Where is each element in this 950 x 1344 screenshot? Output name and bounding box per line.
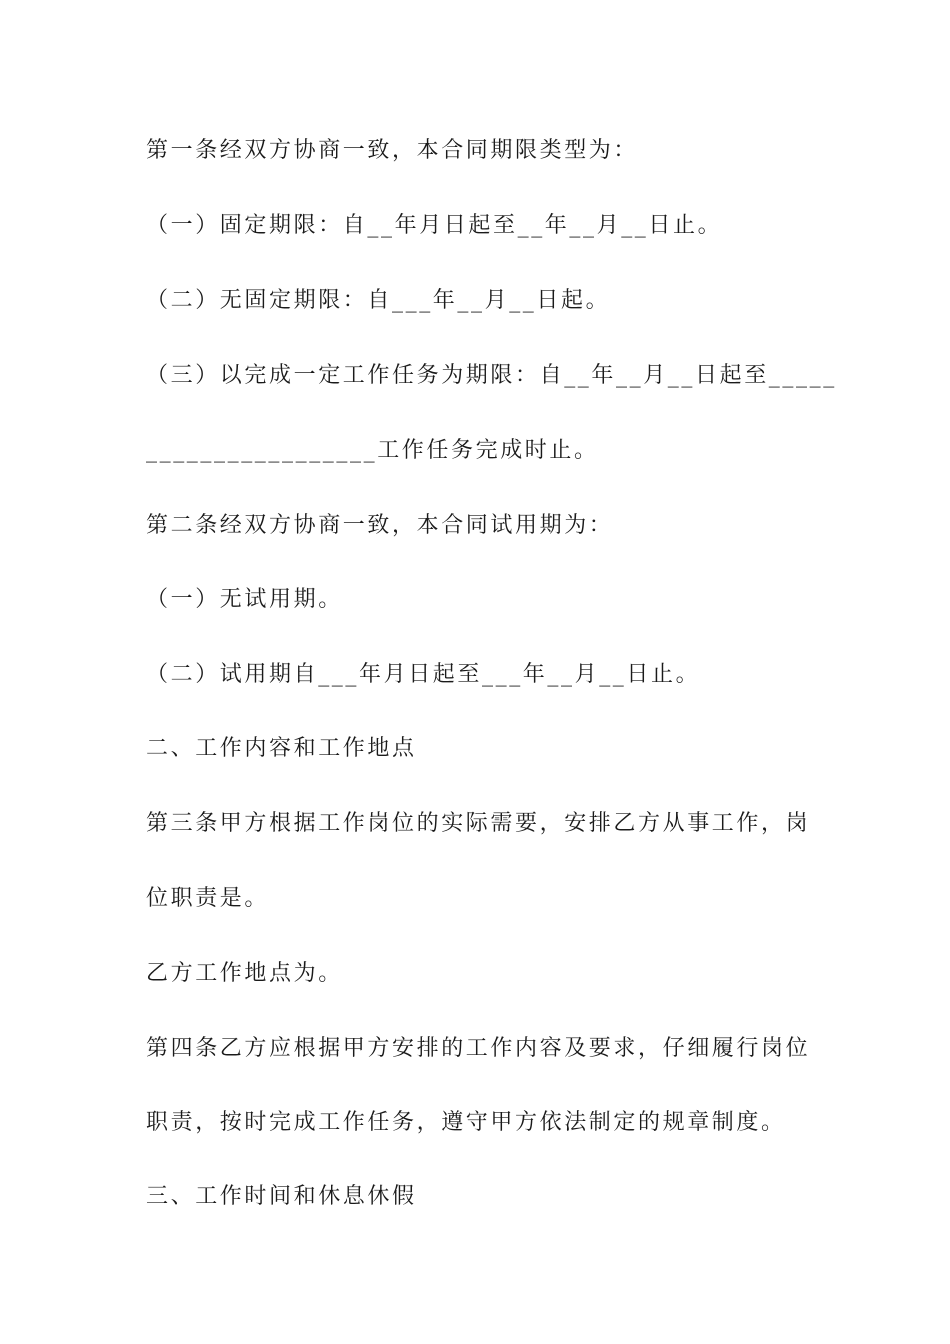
clause-2-heading: 第二条经双方协商一致，本合同试用期为： xyxy=(146,513,614,538)
section-2-heading: 二、工作内容和工作地点 xyxy=(146,736,417,761)
clause-1-option-1: （一）固定期限：自__年月日起至__年__月__日止。 xyxy=(146,213,723,238)
clause-1-option-2: （二）无固定期限：自___年__月__日起。 xyxy=(146,288,611,313)
clause-1-option-3: （三）以完成一定工作任务为期限：自__年__月__日起至_____ xyxy=(146,363,837,388)
clause-2-option-2: （二）试用期自___年月日起至___年__月__日止。 xyxy=(146,662,701,687)
clause-1-option-3-continued: _________________工作任务完成时止。 xyxy=(146,438,599,463)
clause-4-text-continued: 职责，按时完成工作任务，遵守甲方依法制定的规章制度。 xyxy=(146,1110,786,1135)
clause-3-text-continued: 位职责是。 xyxy=(146,886,270,911)
section-3-heading: 三、工作时间和休息休假 xyxy=(146,1184,417,1209)
clause-2-option-1: （一）无试用期。 xyxy=(146,587,343,612)
clause-3-text: 第三条甲方根据工作岗位的实际需要，安排乙方从事工作，岗 xyxy=(146,811,811,836)
clause-1-heading: 第一条经双方协商一致，本合同期限类型为： xyxy=(146,138,639,163)
clause-4-text: 第四条乙方应根据甲方安排的工作内容及要求，仔细履行岗位 xyxy=(146,1036,811,1061)
work-location-text: 乙方工作地点为。 xyxy=(146,961,343,986)
